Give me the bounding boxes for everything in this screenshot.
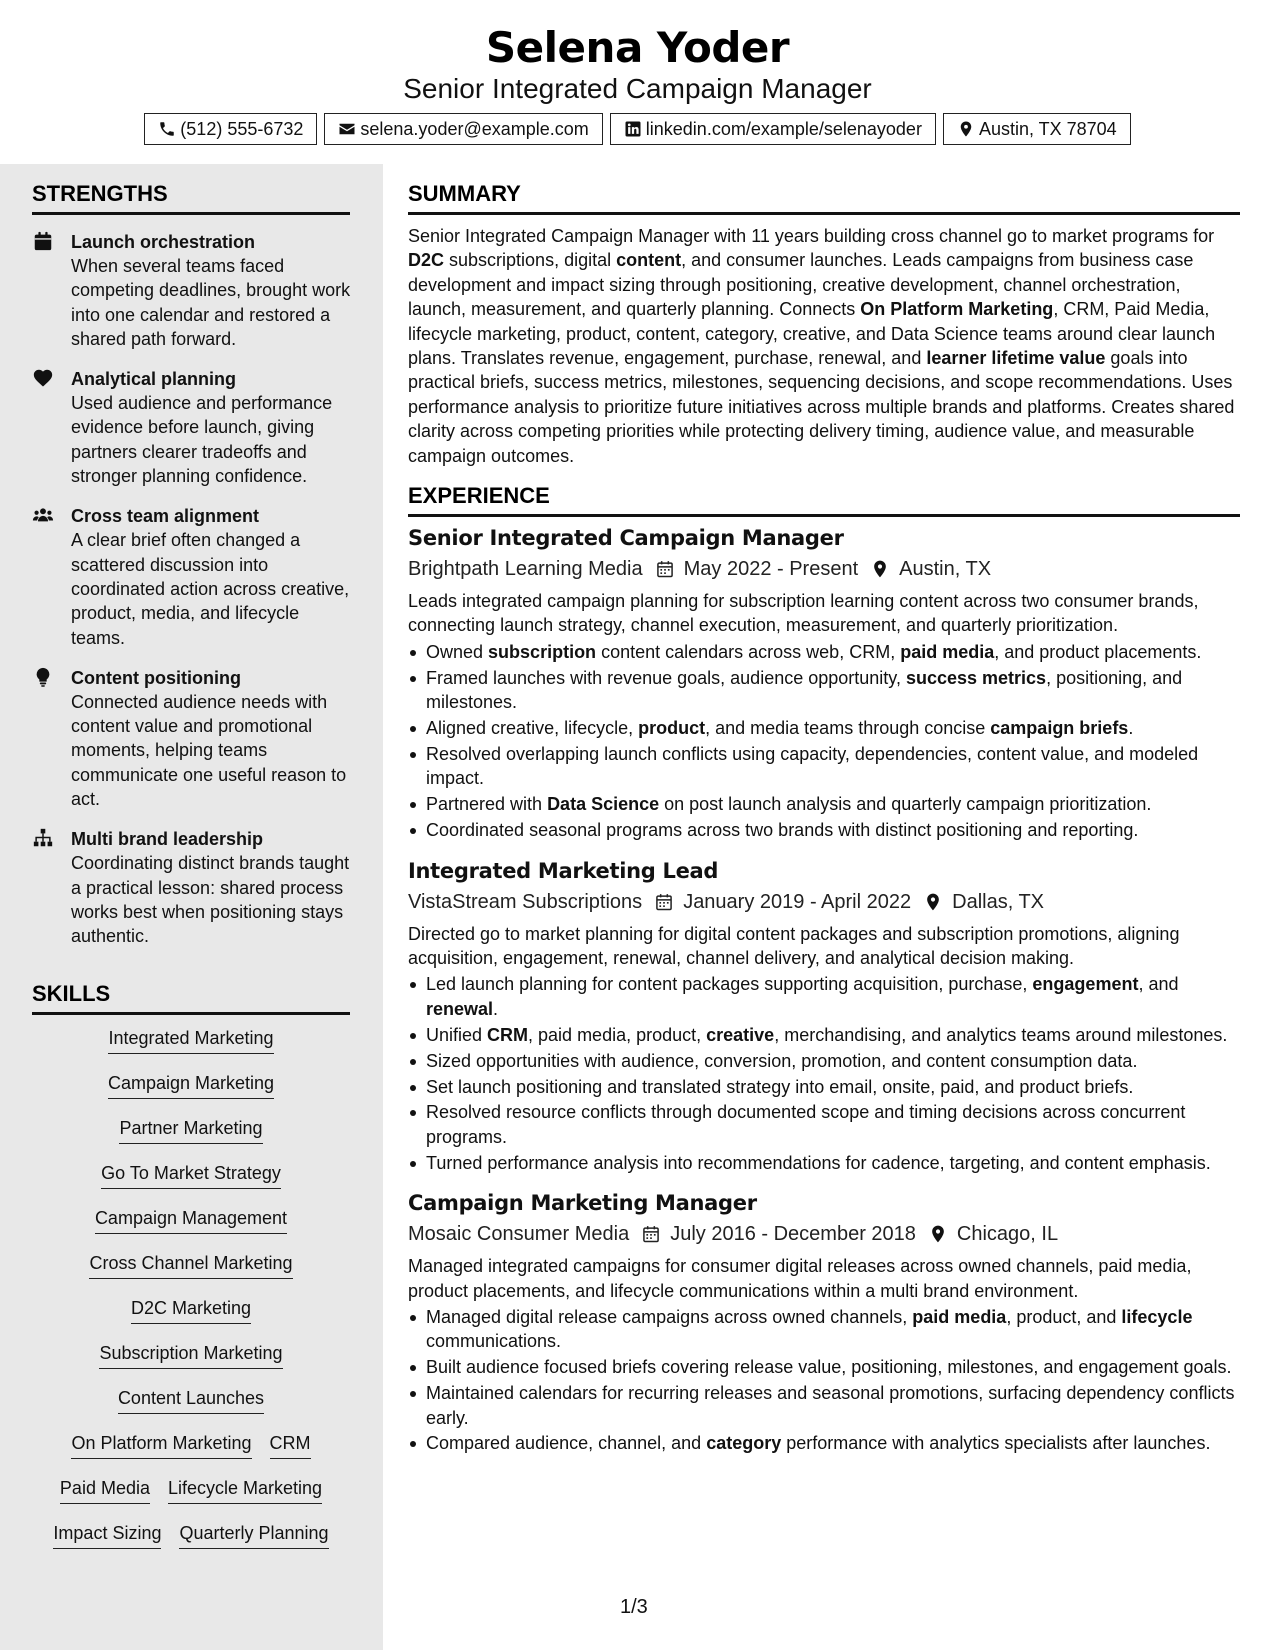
bold-text: creative	[706, 1024, 775, 1045]
bullet-item	[408, 818, 1240, 842]
bold-text: paid media	[900, 641, 995, 662]
job-dates: January 2019 - April 2022	[683, 890, 912, 913]
job-location: Austin, TX	[899, 558, 992, 580]
skill-tag: Paid Media	[60, 1476, 150, 1504]
contact-item[interactable]	[144, 113, 317, 145]
strength-title: Launch orchestration	[71, 232, 256, 252]
text-run: Sized opportunities with audience, conversion, promotion, and content consumption data.	[426, 1050, 1138, 1071]
contact-text: (512) 555-6732	[180, 118, 304, 139]
text-run: Coordinated seasonal programs across two brands with distinct positioning and reporting.	[426, 820, 1139, 841]
contact-text: selena.yoder@example.com	[360, 118, 589, 139]
skill-tag: CRM	[270, 1431, 311, 1459]
bullet-item	[408, 1305, 1240, 1354]
bold-text: lifecycle	[1121, 1306, 1193, 1327]
job-entry	[408, 524, 1240, 843]
skill-tag: On Platform Marketing	[71, 1431, 251, 1459]
sitemap-icon	[32, 827, 54, 849]
calendar-icon	[32, 230, 54, 252]
job-meta	[408, 554, 1240, 584]
bold-text: subscription	[488, 641, 597, 662]
job-entry	[408, 857, 1240, 1176]
strength-item	[32, 827, 352, 948]
bold-text: success metrics	[905, 667, 1047, 688]
text-run: , and	[1138, 974, 1179, 995]
skill-tag: Content Launches	[118, 1386, 264, 1414]
text-run: Unified	[426, 1024, 488, 1045]
job-description: Leads integrated campaign planning for subscription learning content across two consumer brands, connecting launch strategy, channel execution, measurement, and quarterly prioritization.	[408, 591, 1199, 636]
skill-tag: Partner Marketing	[119, 1116, 262, 1144]
bullet-item	[408, 1381, 1240, 1430]
job-meta	[408, 1219, 1240, 1249]
contact-item[interactable]	[610, 113, 936, 145]
experience-list	[408, 524, 1240, 1470]
text-run: , and consumer launches. Leads campaigns from business case development and impact sizing through positioning, creative development, channel orchestration, launch, measurement, and quarterly planning. Connects	[408, 250, 1194, 320]
text-run: goals into practical briefs, success metrics, milestones, sequencing decisions, and scope recommendations. Uses performance analysis to prioritize future initiatives across multiple brands and platforms. Creates shared clarity across competing priorities while protecting delivery timing, audience value, and measurable campaign outcomes.	[408, 348, 1235, 466]
skill-row	[32, 1251, 350, 1296]
text-run: Turned performance analysis into recommendations for cadence, targeting, and content emphasis.	[426, 1152, 1211, 1173]
skill-row	[32, 1071, 350, 1116]
skill-tag: Cross Channel Marketing	[89, 1251, 292, 1279]
bullet-item	[408, 1355, 1240, 1379]
skills-heading: SKILLS	[32, 980, 350, 1015]
contact-item[interactable]	[324, 113, 602, 145]
calendar-icon	[642, 892, 683, 912]
text-run: , and product placements.	[994, 641, 1202, 662]
page-number: 1/3	[620, 1596, 648, 1618]
strength-description: Used audience and performance evidence before launch, giving partners clearer tradeoffs and stronger planning confidence.	[71, 393, 333, 487]
job-meta	[408, 887, 1240, 917]
skill-row	[32, 1296, 350, 1341]
bold-text: On Platform Marketing	[860, 299, 1054, 320]
text-run: , product, and	[1006, 1306, 1122, 1327]
job-title: Campaign Marketing Manager	[408, 1191, 757, 1216]
skill-tag: Go To Market Strategy	[101, 1161, 281, 1189]
strength-title: Multi brand leadership	[71, 829, 264, 850]
skill-tag: Integrated Marketing	[108, 1026, 273, 1054]
bold-text: renewal	[426, 998, 494, 1019]
bullet-item	[408, 742, 1240, 791]
skill-tag: Impact Sizing	[53, 1521, 161, 1549]
text-run: Compared audience, channel, and	[426, 1433, 707, 1454]
text-run: Built audience focused briefs covering release value, positioning, milestones, and engagement goals.	[426, 1357, 1232, 1378]
candidate-name: Selena Yoder	[485, 23, 790, 72]
bold-text: product	[638, 718, 706, 739]
lightbulb-icon	[32, 666, 54, 688]
contact-bar	[0, 113, 1275, 145]
text-run: subscriptions, digital	[444, 250, 617, 271]
skill-tag: Campaign Marketing	[108, 1071, 274, 1099]
text-run: Set launch positioning and translated strategy into email, onsite, paid, and product briefs.	[426, 1076, 1134, 1097]
skill-row	[32, 1431, 350, 1476]
skill-tag: Lifecycle Marketing	[168, 1476, 322, 1504]
text-run: Led launch planning for content packages supporting acquisition, purchase,	[426, 974, 1033, 995]
text-run: on post launch analysis and quarterly campaign prioritization.	[659, 794, 1152, 815]
bullet-item	[408, 666, 1240, 715]
skill-tag: Campaign Management	[95, 1206, 287, 1234]
text-run: Resolved resource conflicts through documented scope and timing decisions across concurrent programs.	[426, 1102, 1186, 1147]
text-run: Framed launches with revenue goals, audience opportunity,	[426, 667, 906, 688]
users-icon	[32, 504, 54, 526]
text-run: performance with analytics specialists after launches.	[781, 1433, 1211, 1454]
job-dates: July 2016 - December 2018	[670, 1223, 916, 1246]
job-title: Integrated Marketing Lead	[408, 858, 719, 883]
text-run: Owned	[426, 641, 489, 662]
bullet-item	[408, 1431, 1240, 1455]
strength-title: Analytical planning	[71, 369, 237, 390]
bold-text: learner lifetime value	[926, 348, 1106, 369]
company-name: Brightpath Learning Media	[408, 558, 643, 580]
strength-item	[32, 367, 352, 488]
experience-heading: EXPERIENCE	[408, 482, 1240, 517]
strengths-heading: STRENGTHS	[32, 180, 350, 215]
strength-title: Cross team alignment	[71, 506, 260, 527]
bullet-item	[408, 972, 1240, 1021]
candidate-title: Senior Integrated Campaign Manager	[403, 73, 872, 104]
bullet-item	[408, 640, 1240, 664]
job-bullets	[408, 1305, 1240, 1456]
job-location: Dallas, TX	[952, 890, 1045, 913]
map-pin-icon	[916, 1224, 957, 1244]
bold-text: campaign briefs	[990, 718, 1129, 739]
job-description: Directed go to market planning for digital content packages and subscription promotions, aligning acquisition, engagement, renewal, channel delivery, and analytical decision making.	[408, 923, 1180, 968]
bullet-item	[408, 1049, 1240, 1073]
bold-text: engagement	[1032, 974, 1139, 995]
text-run: , and media teams through concise	[705, 718, 991, 739]
strength-item	[32, 504, 352, 649]
calendar-icon	[629, 1224, 670, 1244]
bold-text: category	[706, 1433, 782, 1454]
skill-tag: D2C Marketing	[131, 1296, 251, 1324]
job-title: Senior Integrated Campaign Manager	[408, 526, 844, 550]
text-run: Aligned creative, lifecycle,	[426, 718, 639, 739]
bold-text: D2C	[408, 250, 445, 271]
skills-list	[32, 1026, 350, 1566]
job-location: Chicago, IL	[956, 1223, 1059, 1246]
strength-description: When several teams faced competing deadlines, brought work into one calendar and restored a shared path forward.	[71, 256, 351, 349]
strength-title: Content positioning	[71, 667, 241, 688]
text-run: .	[1128, 718, 1134, 739]
bold-text: paid media	[912, 1306, 1007, 1327]
contact-text: linkedin.com/example/selenayoder	[645, 118, 922, 139]
skill-row	[32, 1521, 350, 1566]
text-run: Managed digital release campaigns across owned channels,	[426, 1306, 913, 1327]
company-name: VistaStream Subscriptions	[408, 890, 643, 913]
text-run: Partnered with	[426, 794, 548, 815]
job-dates: May 2022 - Present	[683, 558, 859, 580]
map-pin-icon	[957, 120, 975, 138]
company-name: Mosaic Consumer Media	[408, 1223, 630, 1246]
skill-row	[32, 1341, 350, 1386]
text-run: , CRM, Paid Media, lifecycle marketing, product, content, category, creative, and Data Science teams around clear launch plans. Translates revenue, engagement, purchase, renewal, and	[408, 299, 1216, 369]
envelope-icon	[338, 120, 356, 138]
text-run: , paid media, product,	[528, 1024, 707, 1045]
skill-row	[32, 1206, 350, 1251]
resume-header	[0, 0, 1275, 164]
text-run: , positioning, and milestones.	[426, 667, 1183, 713]
text-run: content calendars across web, CRM,	[596, 641, 901, 662]
skill-tag: Quarterly Planning	[179, 1521, 328, 1549]
strength-item	[32, 666, 352, 811]
linkedin-icon	[624, 120, 642, 138]
bullet-item	[408, 792, 1240, 816]
phone-icon	[158, 120, 176, 138]
text-run: communications.	[426, 1331, 562, 1352]
strength-description: Connected audience needs with content value and promotional moments, helping teams communicate one useful reason to act.	[71, 691, 347, 810]
skill-row	[32, 1161, 350, 1206]
text-run: Senior Integrated Campaign Manager with 11 years building cross channel go to market programs for	[408, 226, 1215, 246]
job-entry	[408, 1189, 1240, 1456]
skill-row	[32, 1386, 350, 1431]
text-run: , merchandising, and analytics teams around milestones.	[774, 1024, 1228, 1045]
strength-item	[32, 230, 352, 351]
map-pin-icon	[858, 559, 899, 579]
text-run: Resolved overlapping launch conflicts using capacity, dependencies, content value, and modeled impact.	[426, 743, 1199, 789]
bullet-item	[408, 1100, 1240, 1149]
bold-text: Data Science	[547, 794, 660, 815]
contact-item[interactable]	[943, 113, 1131, 145]
bold-text: CRM	[487, 1024, 529, 1045]
summary-heading: SUMMARY	[408, 180, 1240, 215]
sidebar	[0, 164, 383, 1650]
strength-description: A clear brief often changed a scattered discussion into coordinated action across creative, product, media, and lifecycle teams.	[71, 530, 350, 648]
bullet-item	[408, 1023, 1240, 1047]
map-pin-icon	[911, 892, 952, 912]
calendar-icon	[643, 559, 684, 579]
text-run: .	[493, 998, 499, 1019]
bullet-item	[408, 1075, 1240, 1099]
skill-row	[32, 1026, 350, 1071]
summary-text	[408, 224, 1240, 468]
strengths-list	[32, 230, 352, 965]
bullet-item	[408, 716, 1240, 740]
text-run: Maintained calendars for recurring releases and seasonal promotions, surfacing dependency conflicts early.	[426, 1383, 1235, 1428]
skill-row	[32, 1476, 350, 1521]
contact-text: Austin, TX 78704	[978, 118, 1117, 139]
bullet-item	[408, 1151, 1240, 1175]
strength-description: Coordinating distinct brands taught a practical lesson: shared process works best when positioning stays authentic.	[71, 853, 350, 947]
skill-row	[32, 1116, 350, 1161]
bold-text: content	[616, 250, 682, 271]
job-bullets	[408, 972, 1240, 1175]
skill-tag: Subscription Marketing	[99, 1341, 282, 1369]
heart-icon	[32, 367, 54, 389]
job-description: Managed integrated campaigns for consumer digital releases across owned channels, paid media, product placements, and lifecycle communications within a multi brand environment.	[408, 1256, 1192, 1301]
job-bullets	[408, 640, 1240, 843]
